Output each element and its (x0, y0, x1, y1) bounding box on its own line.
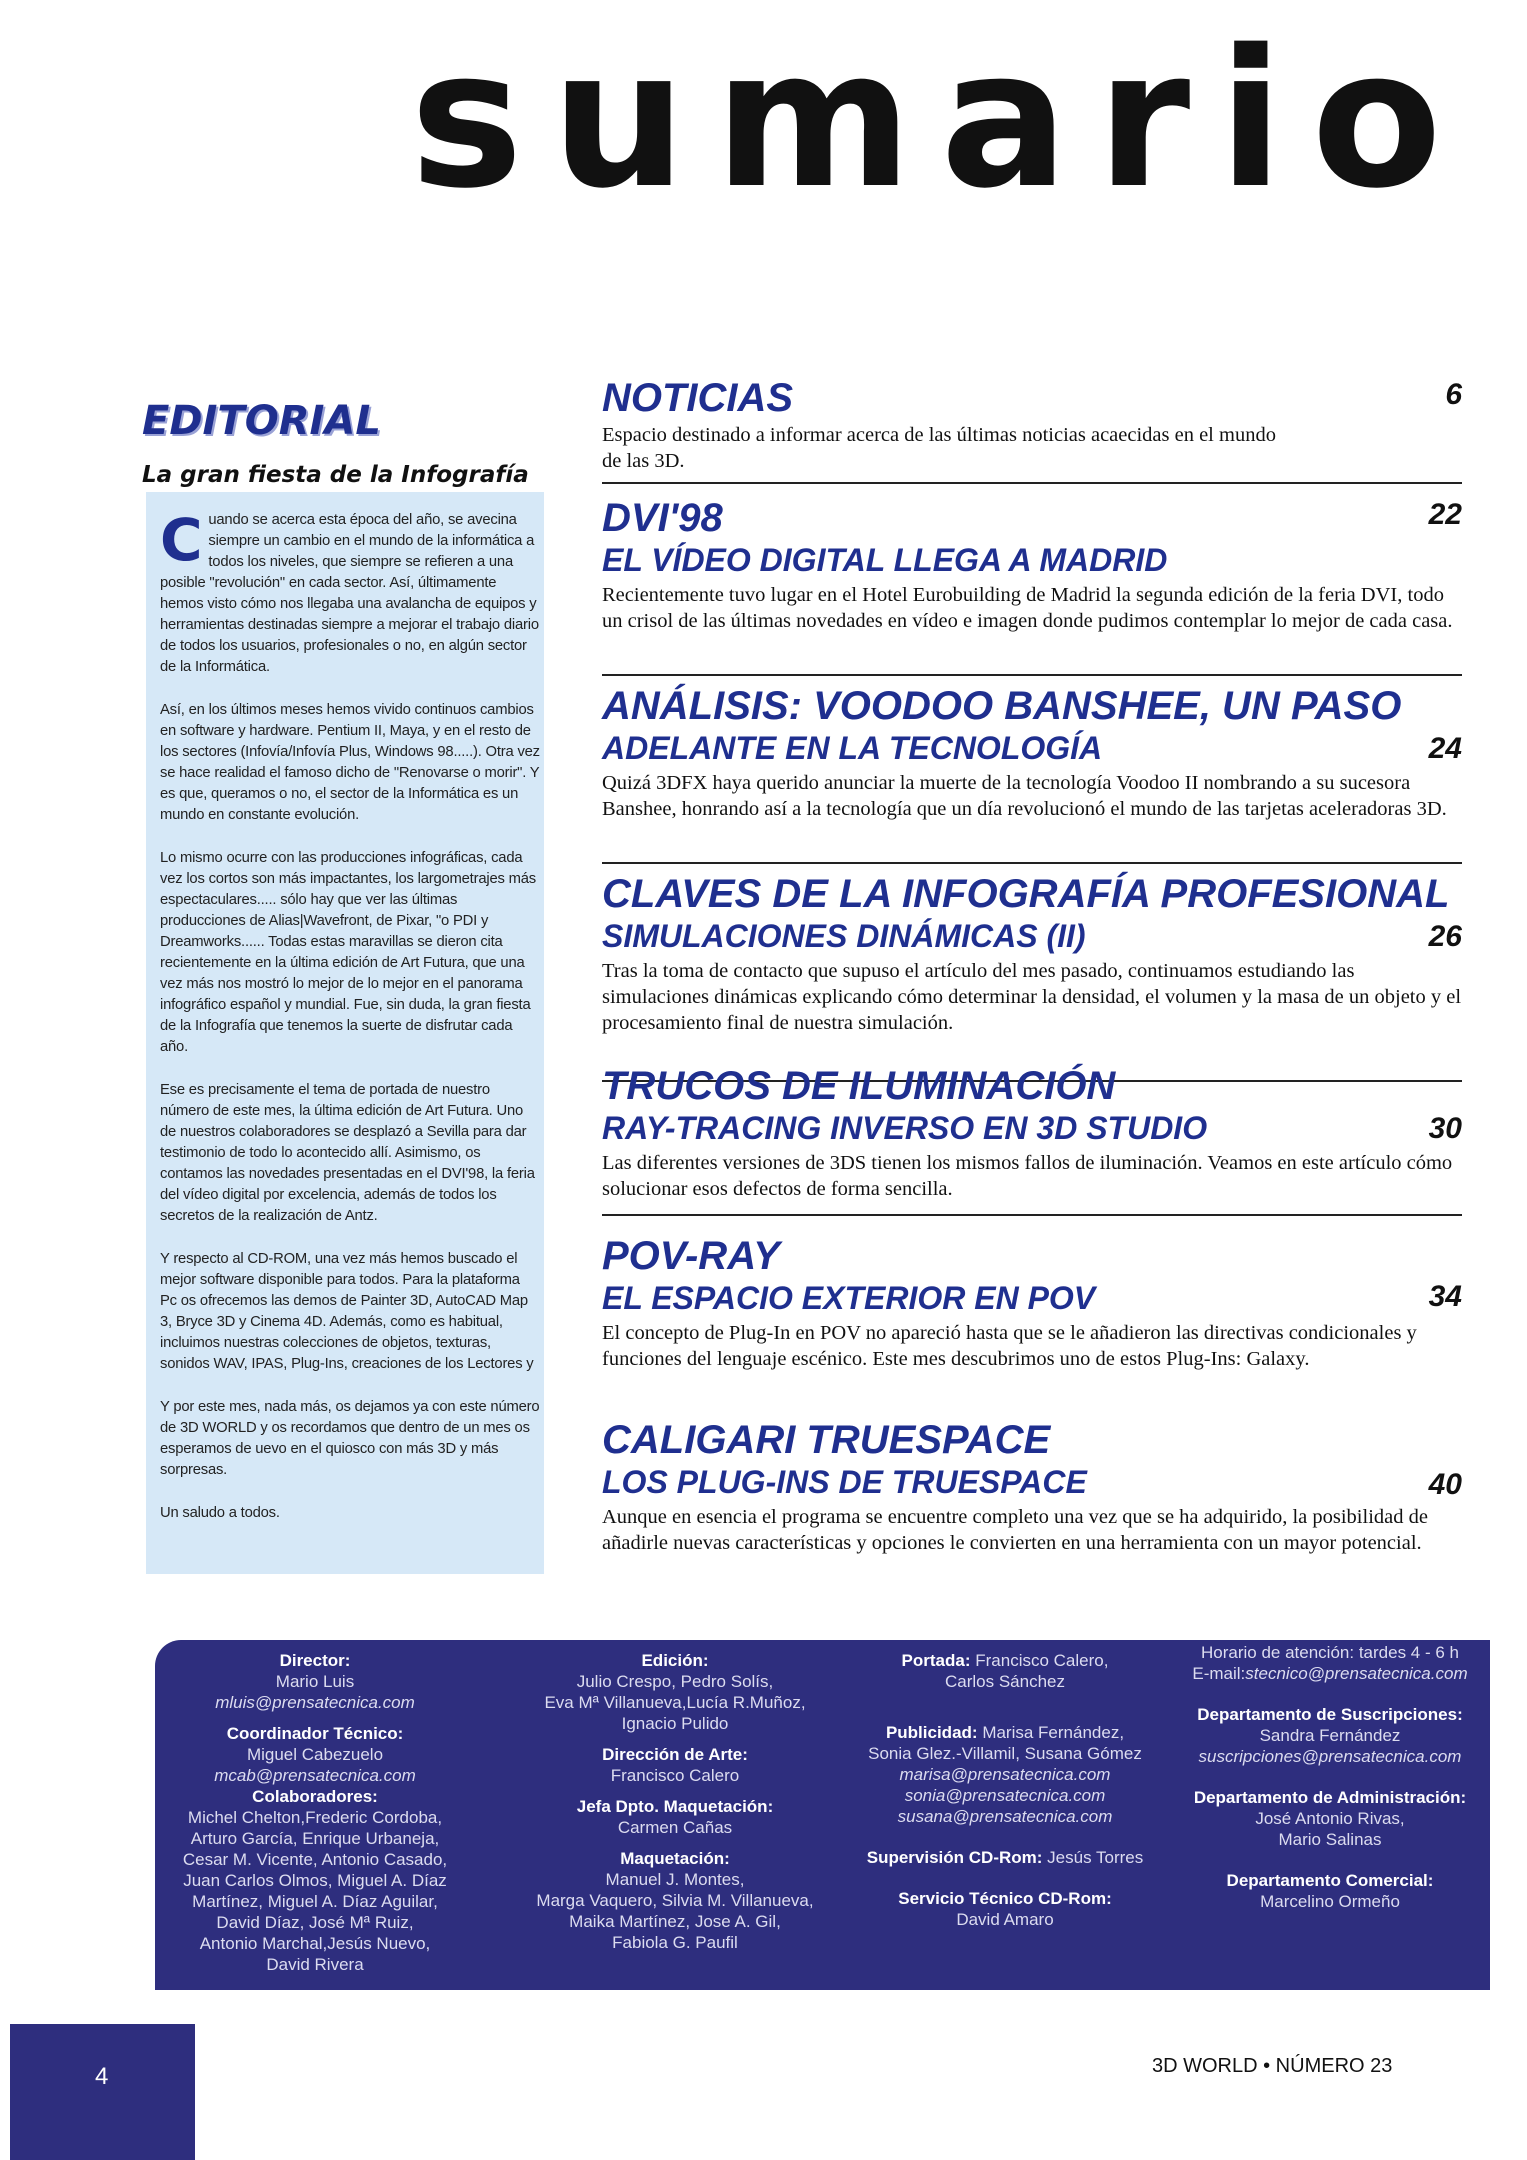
entry-subtitle: SIMULACIONES DINÁMICAS (II) (602, 918, 1086, 954)
entry-dvi98[interactable] (602, 496, 1462, 634)
entry-trucos[interactable] (602, 1064, 1462, 1202)
subscriptions-label: Departamento de Suscripciones: (1197, 1705, 1463, 1724)
entry-title: ANÁLISIS: VOODOO BANSHEE, UN PASO (602, 684, 1402, 728)
layout-head-name: Carmen Cañas (617, 1818, 733, 1837)
editorial-text (160, 506, 540, 1546)
advertising-email[interactable]: susana@prensatecnica.com (897, 1807, 1113, 1826)
editorial-paragraph: Un saludo a todos. (160, 1505, 280, 1521)
hours: Horario de atención: tardes 4 - 6 h (1201, 1643, 1459, 1662)
page-number: 4 (95, 2063, 109, 2090)
divider (602, 1214, 1462, 1216)
editorial-paragraph: Y por este mes, nada más, os dejamos ya con este número de 3D WORLD y os recordamos que dentro de un mes os esperamos de uevo en el quiosco con más 3D y más sorpresas. (160, 1399, 540, 1478)
advertising-email[interactable]: marisa@prensatecnica.com (899, 1765, 1111, 1784)
commercial-label: Departamento Comercial: (1226, 1871, 1434, 1890)
edition-line: Julio Crespo, Pedro Solís, (576, 1672, 774, 1691)
editorial-paragraph: Lo mismo ocurre con las producciones infográficas, cada vez los cortos son más impactantes, los largometrajes más espectaculares..... sólo hay que ver las últimas producciones de Alias|Wavefront, de Pixar, "o PDI y Dreamworks...... Todas estas maravillas se dieron cita recientemente en la última edición de Art Futura, que una vez más nos mostró lo mejor de lo mejor en el panorama infográfico español y mundial. Fue, sin duda, la gran fiesta de la Infografía que tenemos la suerte de disfrutar cada año. (160, 850, 536, 1055)
advertising-name: Sonia Glez.-Villamil, Susana Gómez (868, 1744, 1142, 1763)
subscriptions-email[interactable]: suscripciones@prensatecnica.com (1198, 1747, 1462, 1766)
cover-name: Carlos Sánchez (944, 1672, 1065, 1691)
magazine-issue: 3D WORLD • NÚMERO 23 (1152, 2055, 1393, 2077)
editorial-paragraph: Ese es precisamente el tema de portada de nuestro número de este mes, la última edición de Art Futura. Uno de nuestros colaboradores se desplazó a Sevilla para dar testimonio de todo lo acontecido allí. Asimismo, os contamos las novedades presentadas en el DVI'98, la feria del vídeo digital por excelencia, además de todos los secretos de la realización de Antz. (160, 1082, 535, 1224)
staff-credits (155, 1640, 1490, 1990)
entry-subtitle: LOS PLUG-INS DE TRUESPACE (602, 1464, 1087, 1500)
subscriptions-name: Sandra Fernández (1259, 1726, 1401, 1745)
layout-label: Maquetación: (620, 1849, 730, 1868)
divider (602, 482, 1462, 484)
layout-line: Fabiola G. Paufil (612, 1933, 738, 1952)
entry-page: 22 (1428, 498, 1462, 531)
entry-subtitle: RAY-TRACING INVERSO EN 3D STUDIO (602, 1110, 1208, 1146)
edition-line: Eva Mª Villanueva,Lucía R.Muñoz, (544, 1693, 806, 1712)
layout-head-label: Jefa Dpto. Maquetación: (576, 1797, 774, 1816)
administration-name: José Antonio Rivas, (1255, 1809, 1405, 1828)
collaborators-line: Martínez, Miguel A. Díaz Aguilar, (192, 1892, 438, 1911)
cover-label: Portada: (901, 1651, 971, 1670)
staff-column-3 (845, 1650, 1165, 1930)
collaborators-line: David Rivera (266, 1955, 364, 1974)
edition-line: Ignacio Pulido (621, 1714, 729, 1733)
tech-email[interactable]: stecnico@prensatecnica.com (1245, 1664, 1468, 1683)
entry-page: 6 (1445, 378, 1462, 411)
layout-line: Maika Martínez, Jose A. Gil, (569, 1912, 781, 1931)
entry-page: 24 (1428, 732, 1462, 765)
entry-title: DVI'98 (602, 496, 723, 540)
entry-description: Espacio destinado a informar acerca de las últimas noticias acaecidas en el mundo de las 3D. (602, 424, 1276, 472)
collaborators-line: Juan Carlos Olmos, Miguel A. Díaz (183, 1871, 447, 1890)
entry-claves[interactable] (602, 872, 1462, 1036)
administration-label: Departamento de Administración: (1193, 1788, 1467, 1807)
entry-subtitle: EL ESPACIO EXTERIOR EN POV (602, 1280, 1096, 1316)
entry-title: TRUCOS DE ILUMINACIÓN (602, 1064, 1116, 1108)
editorial-paragraph: Y respecto al CD-ROM, una vez más hemos buscado el mejor software disponible para todos. Para la plataforma Pc os ofrecemos las demos de Painter 3D, AutoCAD Map 3, Bryce 3D y Cinema 4D. Además, como es habitual, incluimos nuestras colecciones de objetos, texturas, sonidos WAV, IPAS, Plug-Ins, creaciones de los Lectores y (160, 1251, 534, 1372)
staff-column-4 (1175, 1642, 1485, 1912)
director-name: Mario Luis (275, 1672, 355, 1691)
advertising-name: Marisa Fernández, (982, 1723, 1125, 1742)
collaborators-line: Arturo García, Enrique Urbaneja, (190, 1829, 440, 1848)
divider (602, 674, 1462, 676)
entry-subtitle: EL VÍDEO DIGITAL LLEGA A MADRID (602, 542, 1168, 578)
divider (602, 862, 1462, 864)
page-tab (10, 2024, 195, 2160)
coordinator-email[interactable]: mcab@prensatecnica.com (214, 1766, 416, 1785)
entry-subtitle: ADELANTE EN LA TECNOLOGÍA (602, 730, 1103, 766)
entry-analisis[interactable] (602, 684, 1462, 822)
collaborators-line: Cesar M. Vicente, Antonio Casado, (182, 1850, 448, 1869)
coordinator-label: Coordinador Técnico: (226, 1724, 404, 1743)
tech-service-label: Servicio Técnico CD-Rom: (898, 1889, 1112, 1908)
entry-description: Tras la toma de contacto que supuso el artículo del mes pasado, continuamos estudiando las simulaciones dinámicas explicando cómo determinar la densidad, el volumen y la masa de un objeto y el procesamiento final de nuestra simulación. (602, 960, 1462, 1034)
page-title: sumario (410, 9, 1470, 230)
layout-line: Marga Vaquero, Silvia M. Villanueva, (536, 1891, 814, 1910)
entry-description: Aunque en esencia el programa se encuentre completo una vez que se ha adquirido, la posibilidad de añadirle nuevas características y opciones le convierten en una herramienta con un mayor potencial. (602, 1506, 1428, 1554)
art-direction-name: Francisco Calero (610, 1766, 740, 1785)
collaborators-line: David Díaz, José Mª Ruiz, (216, 1913, 414, 1932)
entry-page: 34 (1428, 1280, 1462, 1313)
cover-name: Francisco Calero, (975, 1651, 1109, 1670)
entry-title: CLAVES DE LA INFOGRAFÍA PROFESIONAL (602, 872, 1450, 916)
collaborators-line: Michel Chelton,Frederic Cordoba, (187, 1808, 443, 1827)
supervision-label: Supervisión CD-Rom: (866, 1848, 1043, 1867)
supervision-name: Jesús Torres (1047, 1848, 1144, 1867)
email-label: E-mail: (1192, 1664, 1246, 1683)
staff-column-1 (165, 1650, 465, 1975)
layout-line: Manuel J. Montes, (605, 1870, 745, 1889)
entry-description: Recientemente tuvo lugar en el Hotel Eurobuilding de Madrid la segunda edición de la feria DVI, todo un crisol de las últimas novedades en vídeo e imagen donde pudimos contemplar lo mejor de cada casa. (602, 584, 1453, 632)
entry-description: Las diferentes versiones de 3DS tienen los mismos fallos de iluminación. Veamos en este artículo cómo solucionar esos defectos de forma sencilla. (602, 1152, 1453, 1200)
tech-service-name: David Amaro (956, 1910, 1054, 1929)
entry-noticias[interactable] (602, 376, 1462, 474)
coordinator-name: Miguel Cabezuelo (246, 1745, 384, 1764)
advertising-label: Publicidad: (885, 1723, 978, 1742)
entry-page: 26 (1428, 920, 1462, 953)
staff-column-2 (510, 1650, 840, 1953)
entry-page: 40 (1428, 1468, 1462, 1501)
editorial-subtitle: La gran fiesta de la Infografía (142, 462, 529, 488)
administration-name: Mario Salinas (1278, 1830, 1382, 1849)
editorial-dropcap: C (160, 506, 203, 574)
entry-title: POV-RAY (602, 1234, 780, 1278)
advertising-email[interactable]: sonia@prensatecnica.com (904, 1786, 1106, 1805)
collaborators-label: Colaboradores: (252, 1787, 378, 1806)
entry-povray[interactable] (602, 1234, 1462, 1372)
entry-title: CALIGARI TRUESPACE (602, 1418, 1051, 1462)
editorial-paragraph: uando se acerca esta época del año, se avecina siempre un cambio en el mundo de la informática a todos los niveles, que siempre se refieren a una posible "revolución" en cada sector. Así, últimamente hemos visto cómo nos llegaba una avalancha de equipos y herramientas destinadas siempre a mejorar el trabajo diario de todos los usuarios, profesionales o no, en algún sector de la Informática. (160, 512, 539, 675)
entry-page: 30 (1428, 1112, 1462, 1145)
entry-description: Quizá 3DFX haya querido anunciar la muerte de la tecnología Voodoo II nombrando a su sucesora Banshee, honrando así a la tecnología que un día revolucionó el mundo de las tarjetas aceleradoras 3D. (602, 772, 1447, 820)
entry-title: NOTICIAS (602, 376, 794, 420)
director-label: Director: (279, 1651, 351, 1670)
art-direction-label: Dirección de Arte: (602, 1745, 748, 1764)
editorial-paragraph: Así, en los últimos meses hemos vivido continuos cambios en software y hardware. Pentium II, Maya, y en el resto de los sectores (Infovía/Infovía Plus, Windows 98.....). Otra vez se hace realidad el famoso dicho de "Renovarse o morir". Y es que, queramos o no, el sector de la Informática es un mundo en constante evolución. (160, 702, 540, 823)
collaborators-line: Antonio Marchal,Jesús Nuevo, (199, 1934, 431, 1953)
editorial-heading: EDITORIAL (142, 398, 381, 444)
edition-label: Edición: (641, 1651, 709, 1670)
commercial-name: Marcelino Ormeño (1260, 1892, 1400, 1911)
director-email[interactable]: mluis@prensatecnica.com (215, 1693, 415, 1712)
entry-caligari[interactable] (602, 1418, 1462, 1556)
entry-description: El concepto de Plug-In en POV no apareció hasta que se le añadieron las directivas condicionales y funciones del lenguaje escénico. Este mes descubrimos uno de estos Plug-Ins: Galaxy. (602, 1322, 1417, 1370)
